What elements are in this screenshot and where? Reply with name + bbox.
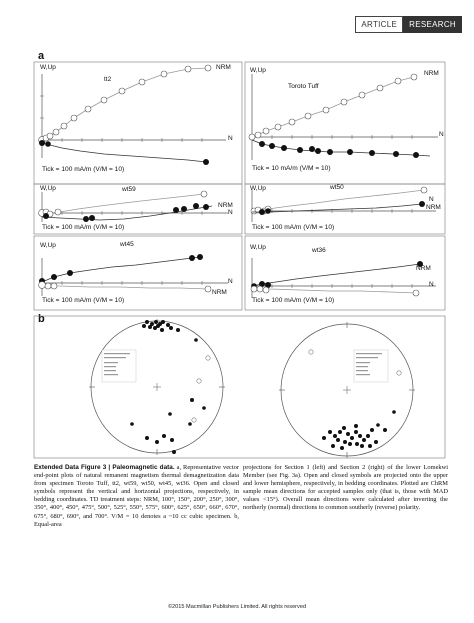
stereonet-left: [89, 319, 225, 455]
plot-wt50-nrm: NRM: [426, 204, 441, 211]
caption-title: Extended Data Figure 3 | Paleomagnetic data.: [34, 464, 175, 471]
toroto-horizontal-path: [252, 140, 430, 156]
article-label: ARTICLE: [355, 16, 403, 33]
plot-wt45-name: wt45: [120, 241, 134, 248]
stereonet-left-filled: [130, 320, 206, 454]
tt2-horizontal-path: [42, 143, 206, 162]
plot-tt2-nrm: NRM: [216, 64, 231, 71]
caption-left: [34, 464, 239, 529]
tt2-vertical-path: [42, 68, 208, 140]
wt50-vertical-path: [252, 190, 424, 211]
plot-wt45-w-up: W,Up: [40, 242, 56, 249]
plot-wt45-n: N: [228, 278, 233, 285]
wt36-filled-symbols: [251, 261, 423, 289]
caption-right: [243, 464, 448, 513]
plot-wt50-n: N: [429, 196, 434, 203]
plot-wt45-tick: Tick = 100 mA/m (V/M = 10): [42, 297, 125, 304]
wt45-filled-symbols: [39, 254, 203, 284]
plot-tt2-name: tt2: [104, 76, 112, 83]
wt50-filled-symbols: [259, 201, 425, 215]
panel-b-letter: b: [38, 313, 45, 325]
plot-wt59-nrm: NRM: [218, 202, 233, 209]
plot-tt2-n: N: [228, 135, 233, 142]
wt36-vertical-path: [252, 288, 416, 293]
plot-wt36-name: wt36: [312, 247, 326, 254]
caption-left-text: a, Representative vector end-point plots of natural remanent magnetism thermal demagnetization data from specimen Toroto Tuff, tt2, wt59, wt50, wt45, wt36. Open and closed symbols represent the vertical and horizontal projections, respectively, in bedding coordinates. TD treatment steps: NRM, 100°, 150°, 200°, 250°, 300°, 350°, 400°, 450°, 475°, 500°, 525°, 550°, 575°, 600°, 625°, 650°, 660°, 670°, 675°, 680°, 690°, and 700°. V/M = 10 denotes a ~10 cc cubic specimen. b, Equal-area: [34, 464, 239, 528]
plot-wt59-name: wt59: [122, 186, 136, 193]
copyright-footer: ©2015 Macmillan Publishers Limited. All rights reserved: [167, 604, 307, 610]
plot-wt59-w-up: W,Up: [40, 185, 56, 192]
stereonet-right: [279, 322, 415, 458]
axis-ticks: [40, 96, 412, 288]
plot-wt50-w-up: W,Up: [250, 185, 266, 192]
plot-wt36-n: N: [429, 281, 434, 288]
plot-wt45-nrm: NRM: [212, 289, 227, 296]
stereonet-left-open: [192, 356, 210, 422]
plot-wt50-name: wt50: [330, 184, 344, 191]
plot-tt2-tick: Tick = 100 mA/m (V/M = 10): [42, 166, 125, 173]
axes: [40, 74, 438, 298]
research-label: RESEARCH: [403, 16, 462, 33]
plot-wt59-tick: Tick = 100 mA/m (V/M = 10): [42, 224, 125, 231]
plot-toroto-n: N: [439, 131, 444, 138]
wt45-horizontal-path: [42, 257, 200, 282]
panel-a-letter: a: [38, 50, 45, 62]
plot-toroto-tick: Tick = 10 mA/m (V/M = 10): [252, 165, 331, 172]
plot-wt50-tick: Tick = 100 mA/m (V/M = 10): [252, 224, 335, 231]
plot-wt36-tick: Tick = 100 mA/m (V/M = 10): [252, 297, 335, 304]
frame-panel-b: [34, 316, 445, 458]
toroto-filled-symbols: [259, 141, 419, 158]
plot-toroto-nrm: NRM: [424, 70, 439, 77]
plot-toroto-w-up: W,Up: [250, 67, 266, 74]
wt50-open-symbols: [251, 187, 427, 214]
caption-right-text: projections for Section 1 (left) and Section 2 (right) of the lower Lomekwi Member (see Fig. 3a). Open and closed symbols are projected onto the upper and lower hemisphere, respectively, in bedding coordinates. Plotted are ChRM sample mean directions for accepted samples only (that is, those with MAD values <15°). Overall mean directions were calculated after inverting the northerly (normal) directions to common southerly (reverse) polarity.: [243, 464, 448, 512]
wt45-vertical-path: [42, 285, 208, 289]
tt2-open-symbols: [39, 65, 211, 143]
tt2-filled-symbols: [39, 140, 209, 165]
plot-wt59-n: N: [228, 209, 233, 216]
plot-wt36-nrm: NRM: [416, 265, 431, 272]
plot-toroto-name: Toroto Tuff: [288, 83, 319, 90]
plot-wt36-w-up: W,Up: [250, 244, 266, 251]
wt36-horizontal-path: [252, 264, 420, 286]
plot-tt2-w-up: W,Up: [40, 64, 56, 71]
